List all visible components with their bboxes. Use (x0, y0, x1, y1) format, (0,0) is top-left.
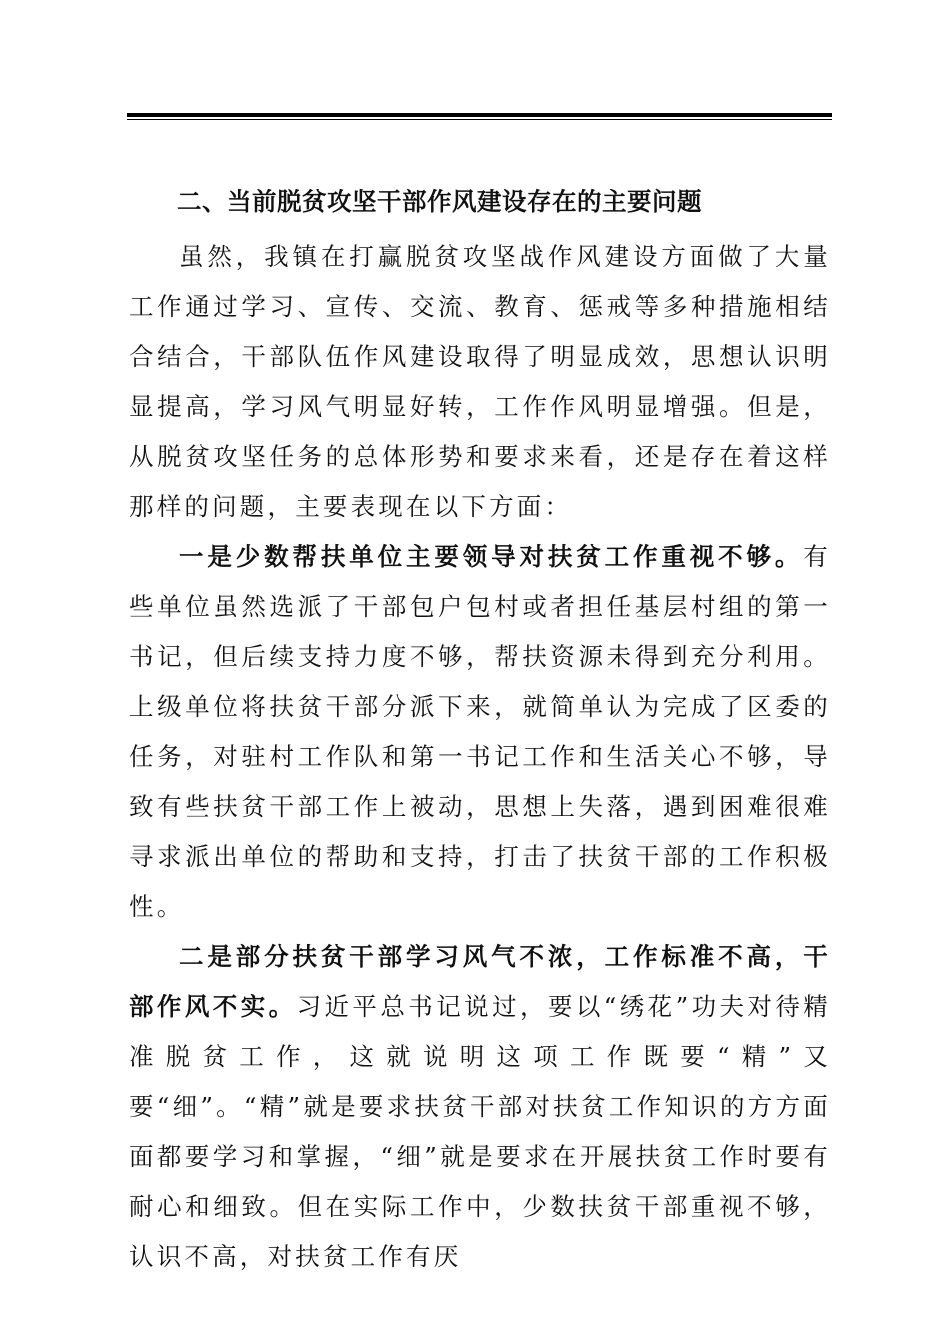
document-body (129, 182, 831, 1282)
paragraph-text: 习近平总书记说过，要以“绣花”功夫对待精准脱贫工作，这就说明这项工作既要“精”又要“细”。“精”就是要求扶贫干部对扶贫工作知识的方方面面都要学习和掌握，“细”就是要求在开展扶贫工作时要有耐心和细致。但在实际工作中，少数扶贫干部重视不够，认识不高，对扶贫工作有厌 (129, 992, 831, 1271)
section-heading: 二、当前脱贫攻坚干部作风建设存在的主要问题 (177, 187, 702, 216)
paragraph-intro (129, 232, 831, 532)
paragraph-lead: 二是部分扶贫干部学习风气不浓，工作标准不高，干部作风不实。 (129, 942, 831, 1021)
paragraph-point-one (129, 532, 831, 932)
header-rule-thin (127, 119, 832, 120)
paragraph-lead: 一是少数帮扶单位主要领导对扶贫工作重视不够。 (179, 542, 804, 571)
paragraph-text: 有些单位虽然选派了干部包户包村或者担任基层村组的第一书记，但后续支持力度不够，帮扶资源未得到充分利用。上级单位将扶贫干部分派下来，就简单认为完成了区委的任务，对驻村工作队和第一书记工作和生活关心不够，导致有些扶贫干部工作上被动，思想上失落，遇到困难很难寻求派出单位的帮助和支持，打击了扶贫干部的工作积极性。 (129, 542, 831, 921)
header-double-rule (127, 113, 832, 120)
paragraph-text: 虽然，我镇在打赢脱贫攻坚战作风建设方面做了大量工作通过学习、宣传、交流、教育、惩戒等多种措施相结合结合，干部队伍作风建设取得了明显成效，思想认识明显提高，学习风气明显好转，工作作风明显增强。但是，从脱贫攻坚任务的总体形势和要求来看，还是存在着这样那样的问题，主要表现在以下方面： (129, 242, 831, 521)
paragraph-point-two (129, 932, 831, 1282)
